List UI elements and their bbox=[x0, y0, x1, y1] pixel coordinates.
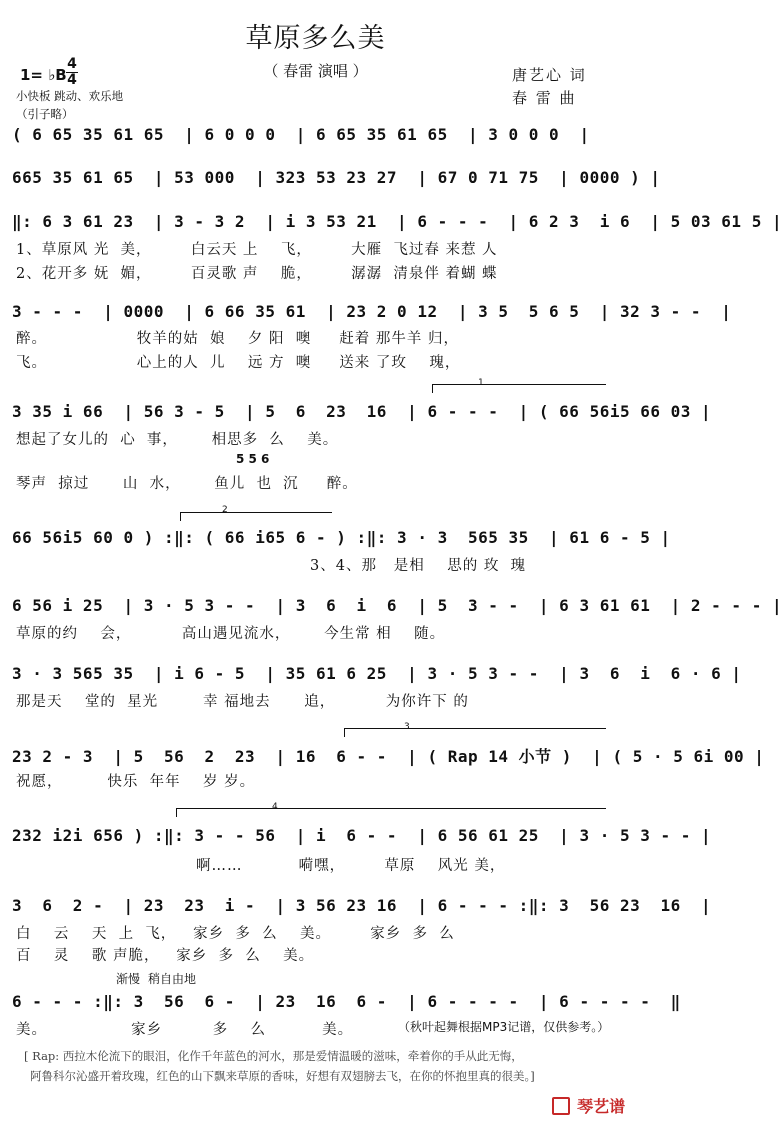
score-line-7: 6 56 i 25 | 3 · 5 3 - - | 3 6 i 6 | 5 3 - - | 6 3 61 61 | 2 - - - | bbox=[12, 596, 782, 615]
score-line-1: ( 6 65 35 61 65 | 6 0 0 0 | 6 65 35 61 65 | 3 0 0 0 | bbox=[12, 125, 590, 144]
lyric-line-3b: 2、花开多 妩 媚， 百灵歌 声 脆， 潺潺 清泉伴 着蝴 蝶 bbox=[16, 266, 498, 282]
watermark-icon bbox=[552, 1097, 570, 1115]
rap-lyrics bbox=[24, 1046, 616, 1086]
time-signature bbox=[66, 57, 78, 88]
lyric-line-11b: 百 灵 歌 声脆， 家乡 多 么 美。 bbox=[16, 948, 315, 964]
small-notes: 5 5 6 bbox=[236, 452, 270, 466]
lyric-line-11a: 白 云 天 上 飞， 家乡 多 么 美。 家乡 多 么 bbox=[16, 926, 455, 942]
score-line-5: 3 35 i 66 | 56 3 - 5 | 5 6 23 16 | 6 - - - | ( 66 56i5 66 03 | bbox=[12, 402, 712, 421]
meter-top: 4 bbox=[67, 56, 77, 72]
score-line-10: 232 i2i 656 ) :‖: 3 - - 56 | i 6 - - | 6 56 61 25 | 3 · 5 3 - - | bbox=[12, 826, 712, 845]
key-signature: 1= ♭B bbox=[20, 66, 67, 84]
ending-bracket-1 bbox=[432, 384, 606, 385]
ending-bracket-4-tick bbox=[176, 808, 177, 817]
watermark-logo bbox=[552, 1094, 625, 1117]
meter-bottom: 4 bbox=[67, 72, 77, 88]
lyric-line-4a: 醉。 牧羊的姑 娘 夕 阳 噢 赶着 那牛羊 归， bbox=[16, 331, 459, 347]
lyric-line-6: 3、4、那 是相 思的 玫 瑰 bbox=[310, 558, 527, 574]
lyric-line-10: 啊…… 嗬嘿， 草原 风光 美， bbox=[196, 858, 506, 874]
lyric-line-5a: 想起了女儿的 心 事， 相思多 么 美。 bbox=[16, 432, 339, 448]
page-title: 草原多么美 bbox=[245, 23, 386, 54]
lyric-line-9: 祝愿， 快乐 年年 岁 岁。 bbox=[16, 774, 256, 790]
rap-line-1: [ Rap: 西拉木伦流下的眼泪，化作千年蓝色的河水，那是爱情温暖的滋味，牵着你的手从此无悔， bbox=[24, 1049, 523, 1063]
tempo-marking: 小快板 跳动、欢乐地 bbox=[16, 89, 124, 103]
lyric-line-3a: 1、草原风 光 美， 白云天 上 飞， 大雁 飞过春 来惹 人 bbox=[16, 242, 498, 258]
score-line-11: 3 6 2 - | 23 23 i - | 3 56 23 16 | 6 - - - :‖: 3 56 23 16 | bbox=[12, 896, 712, 915]
intro-note: （引子略） bbox=[16, 107, 74, 121]
ending-bracket-2 bbox=[180, 512, 332, 513]
ending-bracket-3 bbox=[344, 728, 606, 729]
ending-bracket-4 bbox=[176, 808, 606, 809]
lyric-line-12: 美。 家乡 多 么 美。 bbox=[16, 1022, 354, 1038]
score-line-4: 3 - - - | 0000 | 6 66 35 61 | 23 2 0 12 | 3 5 5 6 5 | 32 3 - - | bbox=[12, 302, 732, 321]
composer-credit: 春 雷 曲 bbox=[512, 89, 577, 107]
lyric-line-7: 草原的约 会， 高山遇见流水， 今生常 相 随。 bbox=[16, 626, 446, 642]
ending-1-number: 1 bbox=[478, 378, 484, 388]
score-line-2: 665 35 61 65 | 53 000 | 323 53 23 27 | 67 0 71 75 | 0000 ) | bbox=[12, 168, 661, 187]
tempo-direction-free: 稍自由地 bbox=[148, 972, 197, 986]
rap-line-2: 阿鲁科尔沁盛开着玫瑰，红色的山下飘来草原的香味，好想有双翅膀去飞，在你的怀抱里真的很美。] bbox=[30, 1069, 535, 1083]
transcription-footnote: （秋叶起舞根据MP3记谱，仅供参考。） bbox=[398, 1020, 610, 1034]
performer-label: （ 春雷 演唱 ） bbox=[263, 62, 368, 80]
score-line-6: 66 56i5 60 0 ) :‖: ( 66 i65 6 - ) :‖: 3 · 3 565 35 | 61 6 - 5 | bbox=[12, 528, 671, 547]
lyricist-credit: 唐艺心 词 bbox=[512, 66, 587, 84]
ending-bracket-2-tick bbox=[180, 512, 181, 521]
score-line-12: 6 - - - :‖: 3 56 6 - | 23 16 6 - | 6 - - - - | 6 - - - - ‖ bbox=[12, 992, 681, 1011]
score-line-8: 3 · 3 565 35 | i 6 - 5 | 35 61 6 25 | 3 · 5 3 - - | 3 6 i 6 · 6 | bbox=[12, 664, 742, 683]
tempo-direction-rit: 渐慢 bbox=[116, 972, 141, 986]
score-line-9: 23 2 - 3 | 5 56 2 23 | 16 6 - - | ( Rap 14 小节 ) | ( 5 · 5 6i 00 | bbox=[12, 747, 765, 766]
lyric-line-8: 那是天 堂的 星光 幸 福地去 追， 为你许下 的 bbox=[16, 694, 469, 710]
lyric-line-5b: 琴声 掠过 山 水， 鱼儿 也 沉 醉。 bbox=[16, 476, 358, 492]
ending-bracket-3-tick bbox=[344, 728, 345, 737]
ending-2-number: 2 bbox=[222, 505, 228, 515]
ending-bracket-1-tick bbox=[432, 384, 433, 393]
ending-4-number: 4 bbox=[272, 802, 278, 812]
ending-3-number: 3 bbox=[404, 722, 410, 732]
score-line-3: ‖: 6 3 61 23 | 3 - 3 2 | i 3 53 21 | 6 - - - | 6 2 3 i 6 | 5 03 61 5 | bbox=[12, 212, 782, 231]
watermark-text: 琴艺谱 bbox=[577, 1097, 626, 1116]
lyric-line-4b: 飞。 心上的人 儿 远 方 噢 送来 了玫 瑰， bbox=[16, 355, 461, 371]
